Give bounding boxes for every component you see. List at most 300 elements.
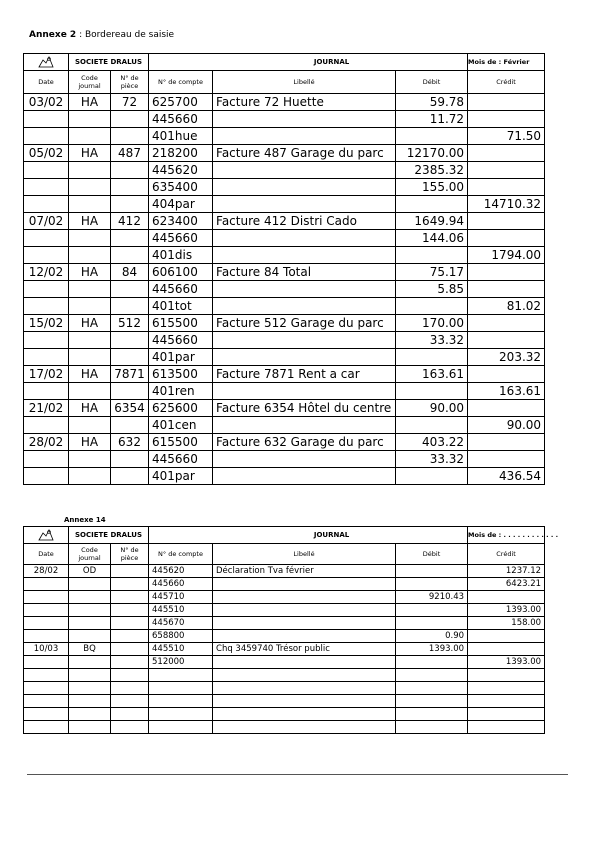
cell-libelle [213,708,396,721]
cell-debit: 403.22 [396,434,468,451]
cell-debit: 59.78 [396,94,468,111]
cell-libelle [213,721,396,734]
journal-table-annex-2 [23,53,545,485]
cell-code-journal: OD [69,565,111,578]
table-row [24,213,545,230]
cell-date: 03/02 [24,94,69,111]
cell-code-journal [69,695,111,708]
cell-date [24,617,69,630]
table-row [24,145,545,162]
cell-credit [468,162,545,179]
cell-piece [111,656,149,669]
cell-libelle [213,281,396,298]
journal-header-row [24,54,545,71]
cell-date: 17/02 [24,366,69,383]
cell-libelle [213,451,396,468]
cell-code-journal: HA [69,213,111,230]
cell-piece [111,643,149,656]
column-header-row [24,544,545,565]
cell-libelle [213,332,396,349]
cell-date [24,578,69,591]
cell-libelle [213,128,396,145]
cell-debit [396,656,468,669]
cell-code-journal: HA [69,94,111,111]
cell-debit: 9210.43 [396,591,468,604]
cell-compte: 445510 [149,643,213,656]
cell-credit [468,682,545,695]
cell-piece: 487 [111,145,149,162]
cell-credit [468,179,545,196]
cell-piece [111,565,149,578]
cell-date [24,417,69,434]
col-header-piece: N° de pièce [111,71,149,94]
col-header-debit: Débit [396,71,468,94]
cell-debit [396,247,468,264]
cell-credit [468,230,545,247]
cell-libelle [213,230,396,247]
cell-date [24,451,69,468]
journal-month: Mois de : Février [468,54,545,71]
table-row [24,162,545,179]
cell-libelle [213,695,396,708]
cell-code-journal: HA [69,315,111,332]
cell-credit: 1393.00 [468,656,545,669]
cell-compte: 512000 [149,656,213,669]
journal-rows [24,94,545,485]
table-row [24,656,545,669]
cell-date [24,230,69,247]
cell-debit [396,349,468,366]
cell-credit: 71.50 [468,128,545,145]
cell-compte [149,695,213,708]
cell-libelle [213,630,396,643]
table-row [24,669,545,682]
cell-date [24,656,69,669]
cell-date [24,468,69,485]
cell-credit [468,451,545,468]
cell-compte [149,721,213,734]
journal-rows [24,565,545,734]
cell-code-journal [69,721,111,734]
col-header-credit: Crédit [468,544,545,565]
table-row [24,617,545,630]
table-row [24,434,545,451]
table-row [24,451,545,468]
company-name: SOCIETE DRALUS [69,54,149,71]
journal-label: JOURNAL [149,54,468,71]
table-row [24,111,545,128]
table-row [24,591,545,604]
cell-debit: 170.00 [396,315,468,332]
cell-compte [149,682,213,695]
cell-code-journal [69,591,111,604]
col-header-libelle: Libellé [213,544,396,565]
col-header-date: Date [24,544,69,565]
cell-code-journal [69,162,111,179]
cell-piece [111,604,149,617]
col-header-libelle: Libellé [213,71,396,94]
cell-piece: 7871 [111,366,149,383]
cell-code-journal [69,298,111,315]
annex-2-label: Annexe 2 [29,30,77,40]
cell-debit: 33.32 [396,451,468,468]
cell-debit: 1393.00 [396,643,468,656]
cell-date [24,695,69,708]
cell-piece [111,349,149,366]
cell-debit [396,298,468,315]
col-header-compte: N° de compte [149,71,213,94]
cell-compte: 404par [149,196,213,213]
cell-libelle [213,162,396,179]
cell-credit: 158.00 [468,617,545,630]
cell-code-journal [69,383,111,400]
cell-date [24,591,69,604]
cell-code-journal [69,230,111,247]
cell-compte: 401dis [149,247,213,264]
cell-debit [396,417,468,434]
cell-compte: 445660 [149,451,213,468]
cell-date [24,111,69,128]
cell-debit [396,468,468,485]
cell-credit [468,695,545,708]
table-row [24,630,545,643]
cell-piece [111,695,149,708]
cell-date [24,604,69,617]
table-row [24,604,545,617]
cell-libelle: Facture 512 Garage du parc [213,315,396,332]
cell-date: 05/02 [24,145,69,162]
cell-date [24,708,69,721]
cell-debit [396,604,468,617]
cell-code-journal [69,578,111,591]
cell-libelle: Facture 72 Huette [213,94,396,111]
cell-piece: 6354 [111,400,149,417]
cell-debit [396,383,468,400]
cell-credit [468,213,545,230]
cell-piece: 512 [111,315,149,332]
journal-month: Mois de : . . . . . . . . . . . . [468,527,545,544]
cell-debit [396,721,468,734]
cell-debit: 144.06 [396,230,468,247]
cell-date [24,721,69,734]
cell-date [24,162,69,179]
cell-piece [111,682,149,695]
cell-libelle [213,604,396,617]
table-row [24,94,545,111]
table-row [24,264,545,281]
cell-libelle: Chq 3459740 Trésor public [213,643,396,656]
cell-credit [468,111,545,128]
table-row [24,383,545,400]
cell-libelle: Facture 6354 Hôtel du centre [213,400,396,417]
cell-debit: 1649.94 [396,213,468,230]
cell-debit [396,695,468,708]
cell-libelle [213,417,396,434]
cell-libelle [213,591,396,604]
journal-label: JOURNAL [149,527,468,544]
cell-libelle [213,682,396,695]
cell-code-journal [69,656,111,669]
cell-credit: 163.61 [468,383,545,400]
cell-libelle [213,468,396,485]
cell-code-journal [69,179,111,196]
cell-compte: 445710 [149,591,213,604]
cell-date [24,383,69,400]
table-row [24,400,545,417]
company-logo [24,527,69,544]
cell-compte: 218200 [149,145,213,162]
col-header-piece: N° de pièce [111,544,149,565]
table-row [24,349,545,366]
cell-code-journal [69,281,111,298]
cell-credit [468,145,545,162]
cell-debit: 75.17 [396,264,468,281]
cell-piece [111,298,149,315]
cell-credit: 203.32 [468,349,545,366]
cell-debit: 2385.32 [396,162,468,179]
cell-compte: 401tot [149,298,213,315]
cell-code-journal: HA [69,264,111,281]
cell-credit: 1393.00 [468,604,545,617]
cell-compte: 606100 [149,264,213,281]
cell-libelle [213,111,396,128]
col-header-date: Date [24,71,69,94]
cell-compte: 401ren [149,383,213,400]
cell-date: 15/02 [24,315,69,332]
table-row [24,230,545,247]
table-row [24,417,545,434]
cell-compte: 635400 [149,179,213,196]
journal-table-annex-14 [23,526,559,734]
cell-piece [111,451,149,468]
col-header-credit: Crédit [468,71,545,94]
cell-compte [149,669,213,682]
cell-compte: 401par [149,468,213,485]
cell-credit [468,400,545,417]
cell-credit [468,708,545,721]
cell-date [24,128,69,145]
cell-debit [396,196,468,213]
cell-compte: 623400 [149,213,213,230]
cell-date [24,332,69,349]
cell-piece [111,230,149,247]
cell-piece [111,332,149,349]
cell-code-journal [69,332,111,349]
cell-debit: 163.61 [396,366,468,383]
table-row [24,682,545,695]
cell-libelle [213,349,396,366]
cell-compte: 613500 [149,366,213,383]
cell-piece [111,669,149,682]
cell-date [24,682,69,695]
col-header-debit: Débit [396,544,468,565]
cell-piece [111,617,149,630]
table-row [24,578,545,591]
cell-piece: 84 [111,264,149,281]
cell-credit [468,721,545,734]
table-row [24,708,545,721]
cell-code-journal [69,708,111,721]
cell-libelle [213,669,396,682]
cell-debit: 12170.00 [396,145,468,162]
cell-piece [111,128,149,145]
col-header-code-journal: Code journal [69,544,111,565]
annex-2-subtitle: : Bordereau de saisie [76,30,175,40]
cell-compte: 401par [149,349,213,366]
cell-debit [396,128,468,145]
cell-libelle [213,656,396,669]
journal-header-row [24,527,545,544]
table-row [24,281,545,298]
table-row [24,196,545,213]
cell-compte: 445620 [149,162,213,179]
col-header-compte: N° de compte [149,544,213,565]
cell-date [24,179,69,196]
company-logo-icon [38,56,54,68]
cell-compte: 445670 [149,617,213,630]
cell-date [24,298,69,315]
cell-credit [468,332,545,349]
cell-date [24,349,69,366]
cell-code-journal [69,669,111,682]
column-header-row [24,71,545,94]
company-logo [24,54,69,71]
cell-credit [468,315,545,332]
cell-date [24,281,69,298]
cell-debit [396,708,468,721]
cell-code-journal: BQ [69,643,111,656]
cell-piece [111,383,149,400]
cell-code-journal: HA [69,366,111,383]
cell-compte: 445660 [149,332,213,349]
cell-date [24,630,69,643]
cell-credit [468,281,545,298]
cell-date: 10/03 [24,643,69,656]
company-logo-icon [38,529,54,541]
cell-debit: 0.90 [396,630,468,643]
cell-credit: 90.00 [468,417,545,434]
cell-credit: 1237.12 [468,565,545,578]
cell-piece [111,721,149,734]
cell-piece [111,591,149,604]
cell-compte [149,708,213,721]
cell-piece [111,111,149,128]
cell-credit: 81.02 [468,298,545,315]
cell-date: 07/02 [24,213,69,230]
cell-debit: 90.00 [396,400,468,417]
table-row [24,179,545,196]
cell-piece: 72 [111,94,149,111]
cell-credit [468,643,545,656]
cell-libelle [213,196,396,213]
cell-libelle [213,247,396,264]
cell-piece [111,247,149,264]
cell-compte: 615500 [149,434,213,451]
annex-2-title [29,30,174,40]
cell-code-journal [69,349,111,366]
cell-code-journal [69,451,111,468]
cell-debit [396,682,468,695]
cell-date [24,247,69,264]
cell-piece [111,179,149,196]
cell-libelle: Facture 84 Total [213,264,396,281]
cell-credit: 1794.00 [468,247,545,264]
cell-credit [468,94,545,111]
cell-code-journal: HA [69,400,111,417]
cell-code-journal [69,111,111,128]
cell-credit: 436.54 [468,468,545,485]
cell-piece [111,196,149,213]
annex-14-title: Annexe 14 [64,516,106,524]
cell-debit: 33.32 [396,332,468,349]
cell-compte: 625700 [149,94,213,111]
table-row [24,366,545,383]
cell-piece [111,468,149,485]
cell-code-journal [69,604,111,617]
cell-libelle: Facture 7871 Rent a car [213,366,396,383]
cell-compte: 401cen [149,417,213,434]
cell-code-journal: HA [69,434,111,451]
cell-code-journal [69,128,111,145]
cell-compte: 445620 [149,565,213,578]
cell-code-journal [69,417,111,434]
cell-libelle [213,578,396,591]
cell-credit: 6423.21 [468,578,545,591]
cell-libelle [213,383,396,400]
cell-debit: 11.72 [396,111,468,128]
cell-date: 21/02 [24,400,69,417]
cell-libelle: Facture 632 Garage du parc [213,434,396,451]
cell-credit [468,591,545,604]
col-header-code-journal: Code journal [69,71,111,94]
cell-debit: 5.85 [396,281,468,298]
cell-date: 28/02 [24,434,69,451]
cell-code-journal [69,247,111,264]
cell-compte: 625600 [149,400,213,417]
table-row [24,468,545,485]
cell-libelle [213,179,396,196]
cell-date [24,196,69,213]
cell-piece: 412 [111,213,149,230]
table-row [24,128,545,145]
cell-credit [468,630,545,643]
cell-libelle: Déclaration Tva février [213,565,396,578]
cell-compte: 401hue [149,128,213,145]
table-row [24,298,545,315]
cell-debit [396,565,468,578]
cell-code-journal [69,630,111,643]
cell-debit [396,578,468,591]
company-name: SOCIETE DRALUS [69,527,149,544]
cell-code-journal [69,682,111,695]
cell-piece [111,708,149,721]
cell-compte: 658800 [149,630,213,643]
table-row [24,247,545,264]
table-row [24,643,545,656]
page-divider [27,774,568,775]
cell-credit [468,669,545,682]
cell-libelle: Facture 412 Distri Cado [213,213,396,230]
cell-piece [111,281,149,298]
cell-compte: 445660 [149,281,213,298]
cell-date [24,669,69,682]
cell-date: 12/02 [24,264,69,281]
cell-compte: 445510 [149,604,213,617]
cell-piece [111,417,149,434]
table-row [24,565,545,578]
cell-compte: 445660 [149,230,213,247]
cell-libelle [213,617,396,630]
